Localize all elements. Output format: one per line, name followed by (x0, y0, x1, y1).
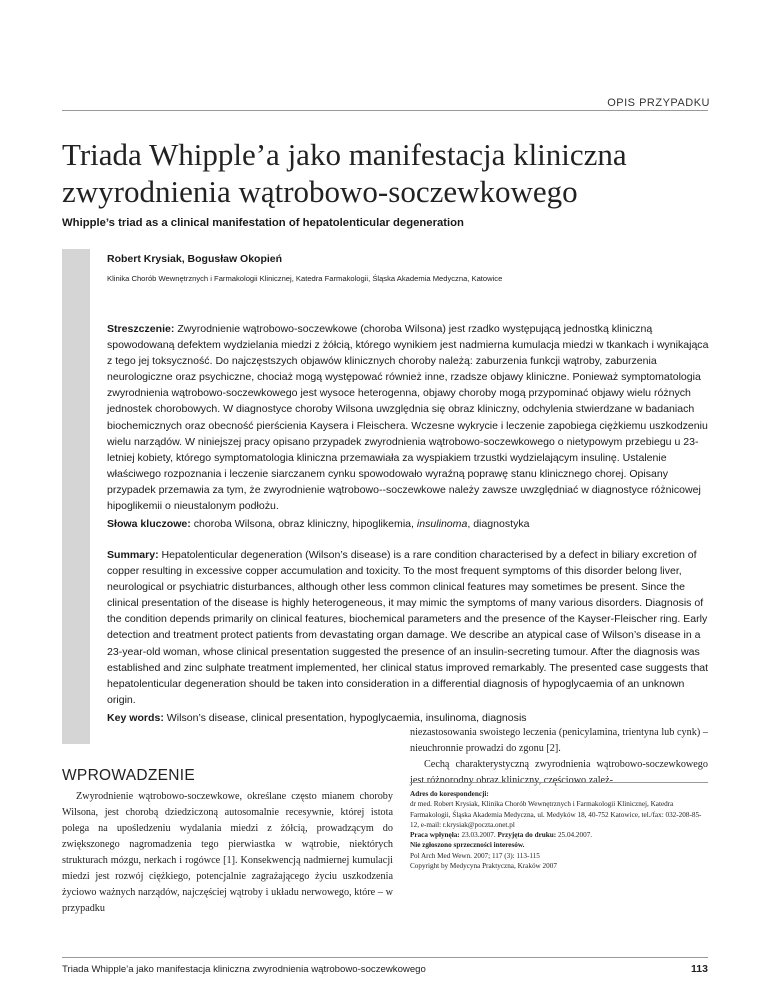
keywords-pl-italic: insulinoma (416, 518, 468, 530)
correspondence-box (410, 789, 708, 871)
title-line-2: zwyrodnienia wątrobowo-soczewkowego (62, 174, 578, 209)
citation: Pol Arch Med Wewn. 2007; 117 (3): 113-115 (410, 851, 540, 860)
keywords-pl-text-end: , diagnostyka (467, 518, 530, 530)
abstract-pl-text: Zwyrodnienie wątrobowo-soczewkowe (choroba Wilsona) jest rzadko występującą jednostką kliniczną spowodowaną defektem wydzielania miedzi z żółcią, którego wynikiem jest nadmierna kumulacja miedzi w tkankach i wynikająca z tego jej toksyczność. Do najczęstszych objawów klinicznych choroby należą: zaburzenia funkcji wątroby, zaburzenia neurologiczne oraz psychiczne, chociaż mogą występować również inne, rzadsze objawy kliniczne. Ponieważ symptomatologia zwyrodnienia wątrobowo-soczewkowego jest wysoce heterogenna, objawy choroby mogą przypominać objawy wielu różnych jednostek chorobowych. W diagnostyce choroby Wilsona uwzględnia się obraz kliniczny, odchylenia stwierdzane w badaniach biochemicznych oraz obecność pierścienia Kaysera i Fleischera. Wczesne wykrycie i leczenie zapobiega ciężkiemu uszkodzeniu wielu narządów. W niniejszej pracy opisano przypadek zwyrodnienia wątrobowo-soczewkowego o nietypowym przebiegu u 23-letniej kobiety, którego symptomatologia kliniczna przemawiała za wyspiakiem trzustki wydzielającym insulinę. Ustalenie właściwego rozpoznania i leczenie siarczanem cynku spowodowało wyraźną poprawę stanu klinicznego chorej. Opisany przypadek przemawia za tym, że zwyrodnienie wątrobowo--soczewkowe należy zawsze uwzględniać w diagnostyce różnicowej hipoglikemii o nieustalonym podłożu. (107, 323, 709, 513)
running-title: Triada Whipple’a jako manifestacja kliniczna zwyrodnienia wątrobowo-soczewkowego (62, 964, 426, 975)
abstract-polish (107, 321, 711, 514)
correspondence-rule (410, 782, 708, 783)
correspondence-address: dr med. Robert Krysiak, Klinika Chorób Wewnętrznych i Farmakologii Klinicznej, Katedra Farmakologii, Śląska Akademia Medyczna, ul. Medyków 18, 40-752 Katowice, tel./fax: 032-208-85-12, e-mail: r.krysiak@poczta.onet.pl (410, 800, 702, 829)
abstract-pl-label: Streszczenie: (107, 323, 175, 335)
body-right-column (410, 725, 708, 789)
keywords-polish (107, 516, 711, 532)
english-title: Whipple’s triad as a clinical manifestation of hepatolenticular degeneration (62, 217, 464, 229)
correspondence-dates: Praca wpłynęła: 23.03.2007. Przyjęta do druku: 25.04.2007. (410, 831, 593, 840)
footer-rule (62, 957, 708, 958)
header-rule (62, 110, 708, 111)
abstract-side-bar (62, 249, 90, 744)
body-right-paragraph-1: niezastosowania swoistego leczenia (penicylamina, trientyna lub cynk) – nieuchronnie prowadzi do zgonu [2]. (410, 727, 708, 755)
keywords-en-text: Wilson’s disease, clinical presentation, hypoglycaemia, insulinoma, diagnosis (166, 712, 527, 724)
section-heading: WPROWADZENIE (62, 767, 196, 784)
affiliation: Klinika Chorób Wewnętrznych i Farmakologii Klinicznej, Katedra Farmakologii, Śląska Akademia Medyczna, Katowice (107, 274, 503, 283)
section-tag: OPIS PRZYPADKU (607, 97, 710, 109)
body-right-paragraph-2: Cechą charakterystyczną zwyrodnienia wątrobowo-soczewkowego jest różnorodny obraz kliniczny, częściowo zależ- (410, 759, 708, 787)
copyright: Copyright by Medycyna Praktyczna, Kraków 2007 (410, 862, 557, 871)
correspondence-heading: Adres do korespondencji: (410, 790, 489, 798)
keywords-english (107, 710, 711, 726)
keywords-pl-text: choroba Wilsona, obraz kliniczny, hipoglikemia, (193, 518, 414, 530)
article-title (62, 136, 722, 210)
page-number: 113 (691, 963, 708, 975)
body-left-column: Zwyrodnienie wątrobowo-soczewkowe, określane często mianem choroby Wilsona, jest chorobą dziedziczoną autosomalnie recesywnie, której istota polega na upośledzeniu wydalania miedzi z żółcią, prowadzącym do zwiększonego nagromadzenia tego pierwiastka w wątrobie, niektórych strukturach mózgu, nerkach i rogówce [1]. Konsekwencją nadmiernej kumulacji miedzi jest rozwój ciężkiego, potencjalnie zagrażającego życiu uszkodzenia życiowo ważnych narządów, najczęściej wątroby i układu nerwowego, które – w przypadku (62, 791, 393, 915)
abstract-en-text: Hepatolenticular degeneration (Wilson’s disease) is a rare condition characterised by a defect in biliary excretion of copper resulting in excessive copper accumulation and toxicity. To the most frequent symptoms of this disorder belong liver, neurological or psychiatric disturbances, although other less common clinical features may sometimes be present. Since the clinical presentation of the disease is highly heterogeneous, it may mimic the symptoms of many various disorders. Diagnosis of the condition depends primarily on clinical features, biochemical parameters and the presence of the Kayser-Fleischer ring. Early detection and treatment protect patients from devastating organ damage. We describe an atypical case of Wilson’s disease in a 23-year-old woman, whose clinical presentation suggested the presence of an insulin-secreting tumour. After the diagnosis was established and zinc sulphate treatment implemented, her clinical status improved remarkably. The presented case suggests that hepatolenticular degeneration should be taken into consideration in a differential diagnosis of hypoglycaemia of an unknown origin. (107, 549, 709, 706)
abstract-english (107, 547, 711, 708)
authors: Robert Krysiak, Bogusław Okopień (107, 253, 283, 265)
keywords-en-label: Key words: (107, 712, 164, 724)
abstract-en-label: Summary: (107, 549, 159, 561)
keywords-pl-label: Słowa kluczowe: (107, 518, 191, 530)
conflict-statement: Nie zgłoszono sprzeczności interesów. (410, 841, 525, 850)
title-line-1: Triada Whipple’a jako manifestacja kliniczna (62, 137, 627, 172)
